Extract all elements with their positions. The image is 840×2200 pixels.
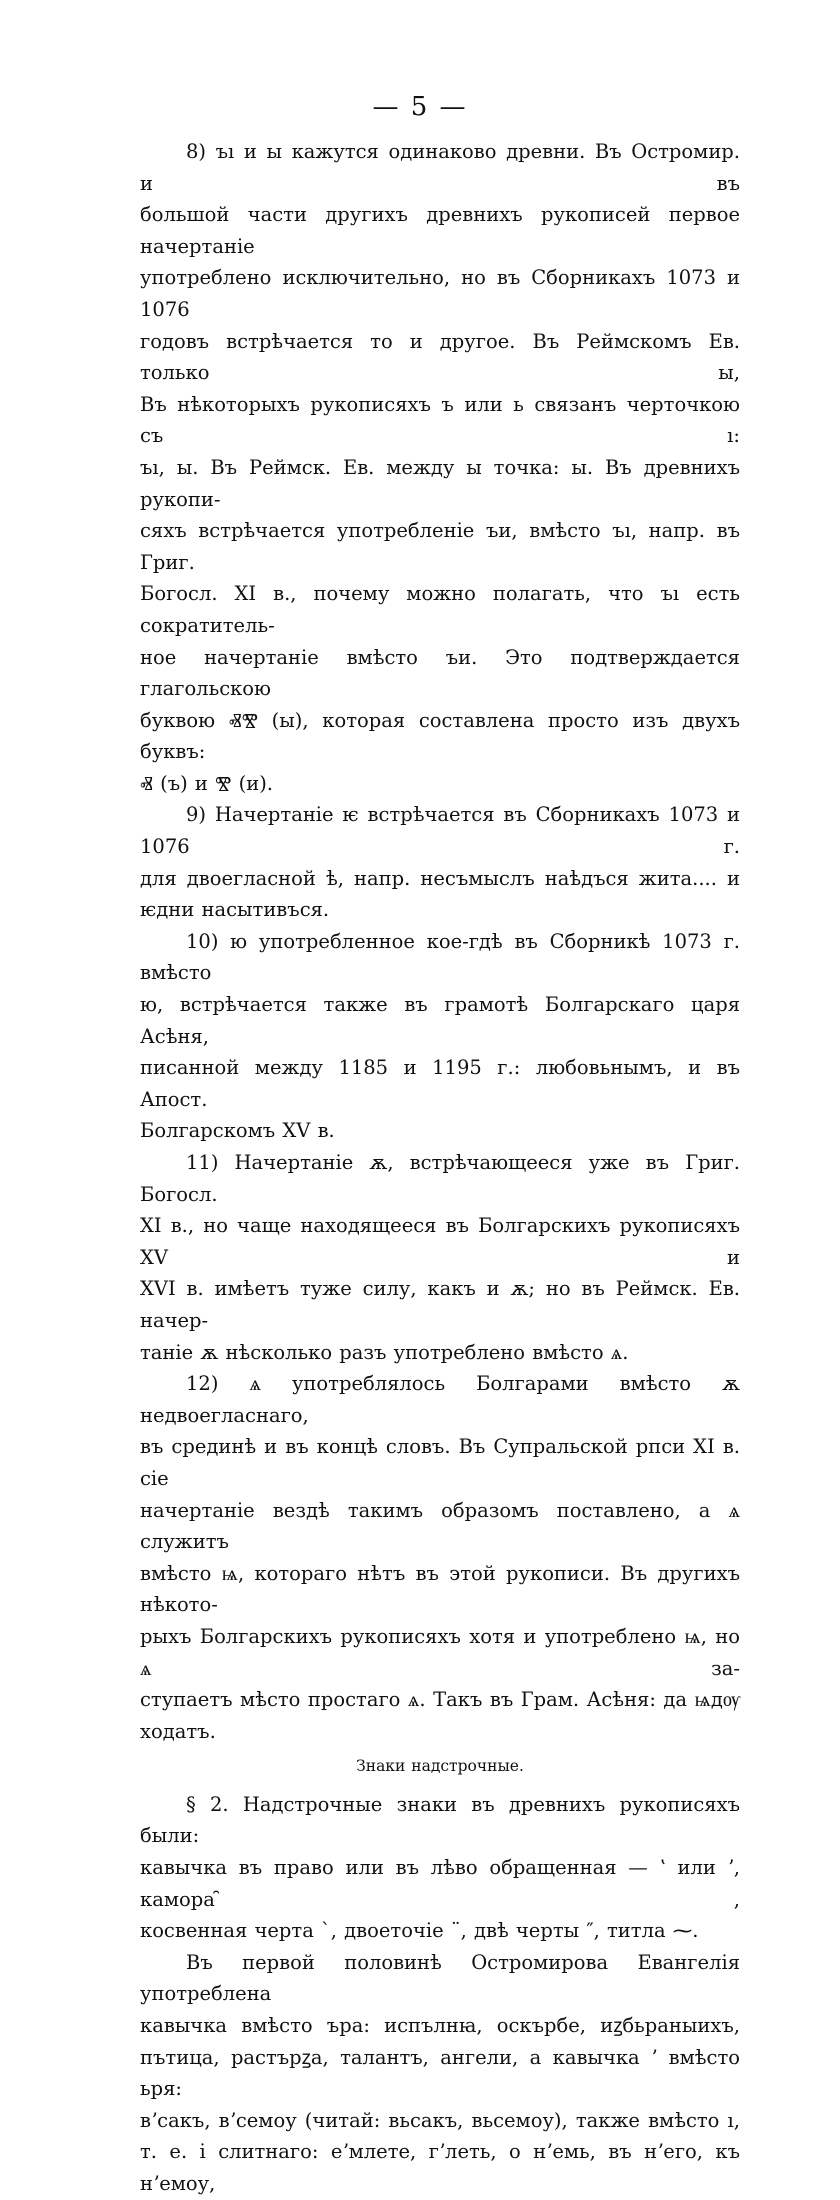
text-line: писанной между 1185 и 1195 г.: любовьнымъ, и въ Апост. bbox=[140, 1056, 740, 1111]
text-line: рыхъ Болгарскихъ рукописяхъ хотя и употреблено ѩ, но ѧ за- bbox=[140, 1624, 740, 1680]
text-line: ю, встрѣчается также въ грамотѣ Болгарскаго царя Асѣня, bbox=[140, 993, 740, 1048]
text-line: Богосл. XI в., почему можно полагать, что ъı есть сократитель- bbox=[140, 582, 740, 637]
text-line: годовъ встрѣчается то и другое. Въ Реймскомъ Ев. только ы, bbox=[140, 329, 740, 385]
text-line: Болгарскомъ XV в. bbox=[140, 1119, 335, 1143]
paragraph-10 bbox=[140, 926, 740, 1147]
text-line: вмѣсто ѩ, котораго нѣтъ въ этой рукописи. Въ другихъ нѣкото- bbox=[140, 1561, 740, 1617]
paragraph-8 bbox=[140, 136, 740, 799]
text-line: ъı, ы. Въ Реймск. Ев. между ы точка: ы. Въ древнихъ рукопи- bbox=[140, 455, 740, 511]
text-line: 12) ѧ употреблялось Болгарами вмѣсто ѫ недвоегласнаго, bbox=[140, 1372, 740, 1427]
body-text bbox=[140, 136, 740, 2200]
text-line: XVI в. имѣетъ туже силу, какъ и ѫ; но въ Реймск. Ев. начер- bbox=[140, 1277, 740, 1332]
text-line: Въ первой половинѣ Остромирова Евангелія употреблена bbox=[140, 1950, 740, 2006]
text-line: пътица, растърꙁа, талантъ, ангели, а кавычка ʼ вмѣсто ьря: bbox=[140, 2045, 740, 2101]
text-line: въ срединѣ и въ концѣ словъ. Въ Супральской рпси XI в. сіе bbox=[140, 1435, 740, 1490]
text-line: Ⱏ (ъ) и Ⰺ (и). bbox=[140, 771, 273, 795]
text-line: ступаетъ мѣсто простаго ѧ. Такъ въ Грам. Асѣня: да ѩдѹ ходатъ. bbox=[140, 1688, 740, 1743]
paragraph-12 bbox=[140, 1368, 740, 1747]
text-line: 10) ю употребленное кое-гдѣ въ Сборникѣ 1073 г. вмѣсто bbox=[140, 929, 740, 985]
text-line: XI в., но чаще находящееся въ Болгарскихъ рукописяхъ XV и bbox=[140, 1214, 740, 1269]
text-line: употреблено исключительно, но въ Сборникахъ 1073 и 1076 bbox=[140, 266, 740, 321]
text-line: буквою ⰟⰊ (ы), которая составлена просто изъ двухъ буквъ: bbox=[140, 708, 740, 764]
paragraph-11 bbox=[140, 1147, 740, 1368]
page-number: — 5 — bbox=[372, 92, 468, 122]
text-line: кавычка вмѣсто ъра: испълнꙗ, оскърбе, иꙁбьраныихъ, bbox=[140, 2014, 740, 2038]
text-line: косвенная черта ˋ, двоеточіе ¨, двѣ черты ″, титла ⁓. bbox=[140, 1919, 699, 1943]
text-line: начертаніе вездѣ такимъ образомъ поставлено, а ѧ служитъ bbox=[140, 1498, 740, 1554]
text-line: 9) Начертаніе ѥ встрѣчается въ Сборникахъ 1073 и 1076 г. bbox=[140, 803, 740, 859]
text-line: ѥдни насытивъся. bbox=[140, 898, 330, 922]
text-line: Въ нѣкоторыхъ рукописяхъ ъ или ь связанъ черточкою съ ı: bbox=[140, 392, 740, 448]
paragraph-ostromir bbox=[140, 1947, 740, 2200]
text-line: 8) ъı и ы кажутся одинаково древни. Въ Остромир. и въ bbox=[140, 140, 740, 195]
text-line: большой части другихъ древнихъ рукописей первое начертаніе bbox=[140, 203, 740, 258]
text-line: кавычка въ право или въ лѣво обращенная — ʽ или ʼ, камора ̑, bbox=[140, 1856, 740, 1911]
paragraph-section-2 bbox=[140, 1789, 740, 1947]
paragraph-9 bbox=[140, 799, 740, 925]
section-subheading: Знаки надстрочные. bbox=[356, 1757, 524, 1776]
text-line: т. е. і слитнаго: еʼмлете, гʼлеть, о нʼемь, въ нʼего, къ нʼемоу, bbox=[140, 2140, 740, 2195]
text-line: таніе ѫ нѣсколько разъ употреблено вмѣсто ѧ. bbox=[140, 1340, 629, 1364]
text-line: сяхъ встрѣчается употребленіе ъи, вмѣсто ъı, напр. въ Григ. bbox=[140, 519, 740, 574]
text-line: 11) Начертаніе ѫ, встрѣчающееся уже въ Григ. Богосл. bbox=[140, 1151, 740, 1206]
text-line: § 2. Надстрочные знаки въ древнихъ рукописяхъ были: bbox=[140, 1792, 740, 1848]
text-line: вʼсакъ, вʼсемоу (читай: вьсакъ, вьсемоу), также вмѣсто ı, bbox=[140, 2108, 740, 2132]
text-line: для двоегласной ѣ, напр. несъмыслъ наѣдъся жита.... и bbox=[140, 866, 740, 890]
text-line: ное начертаніе вмѣсто ъи. Это подтверждается глагольскою bbox=[140, 645, 740, 701]
